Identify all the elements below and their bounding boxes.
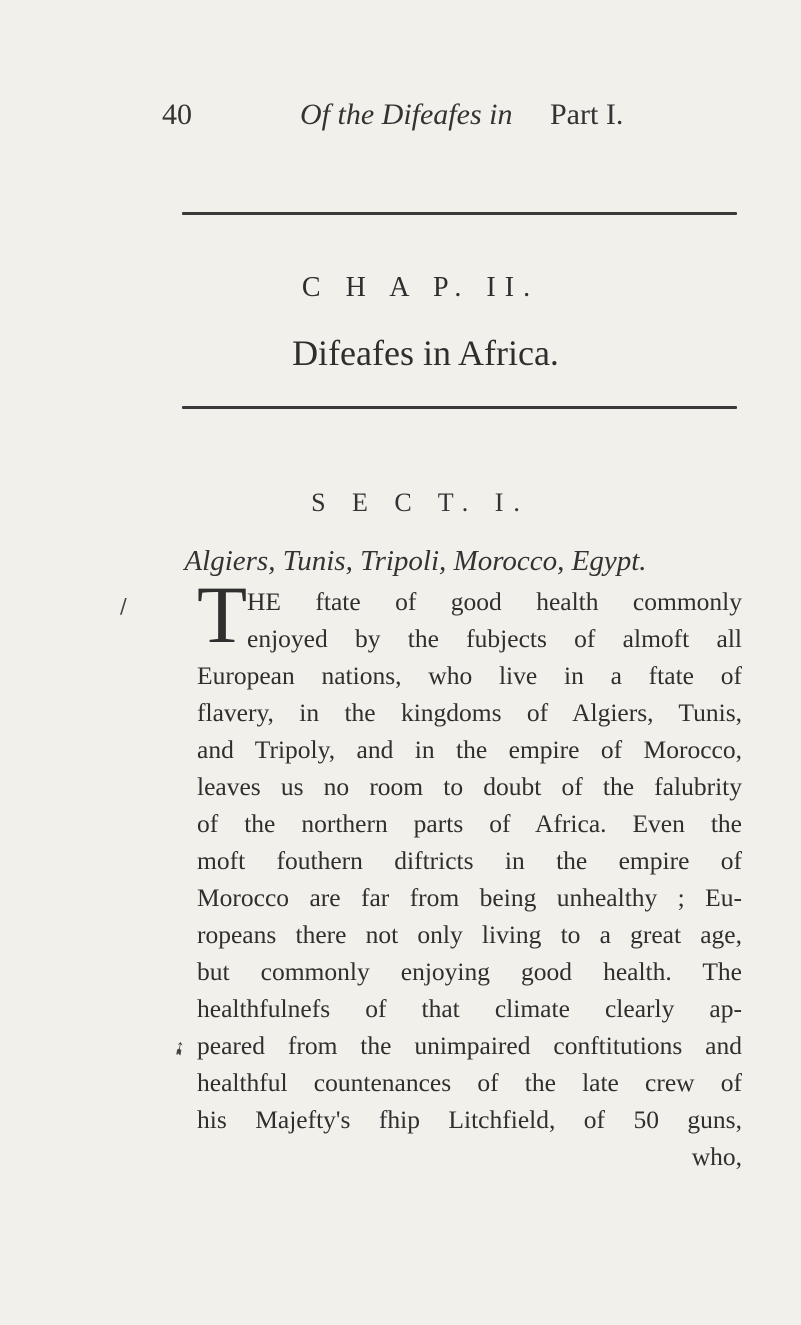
page-number: 40 bbox=[162, 98, 192, 131]
text-line: and Tripoly, and in the empire of Morocco, bbox=[197, 735, 742, 764]
text-line: healthfulnefs of that climate clearly ap- bbox=[197, 994, 742, 1023]
running-title: Of the Difeafes in bbox=[300, 98, 513, 131]
section-places: Algiers, Tunis, Tripoli, Morocco, Egypt. bbox=[184, 545, 647, 577]
catchword: who, bbox=[691, 1142, 742, 1171]
text-line: leaves us no room to doubt of the falubrity bbox=[197, 772, 742, 801]
top-rule bbox=[182, 212, 737, 215]
text-line: but commonly enjoying good health. The bbox=[197, 957, 742, 986]
margin-slash-mark: / bbox=[120, 594, 127, 618]
text-line: European nations, who live in a ftate of bbox=[197, 661, 742, 690]
part-label: Part I. bbox=[550, 98, 624, 131]
text-line: moft fouthern diftricts in the empire of bbox=[197, 846, 742, 875]
body-paragraph bbox=[197, 583, 742, 1175]
text-line: his Majefty's fhip Litchfield, of 50 guns, bbox=[197, 1105, 742, 1134]
chapter-label: C H A P. II. bbox=[301, 272, 540, 303]
text-line: of the northern parts of Africa. Even the bbox=[197, 809, 742, 838]
margin-arrow-mark: ➹ bbox=[167, 1035, 192, 1062]
bottom-rule bbox=[182, 406, 737, 409]
drop-cap: T bbox=[197, 569, 248, 660]
text-line: enjoyed by the fubjects of almoft all bbox=[247, 624, 742, 653]
text-line: ropeans there not only living to a great age, bbox=[197, 920, 742, 949]
running-head bbox=[0, 98, 801, 142]
chapter-title: Difeafes in Africa. bbox=[292, 333, 559, 373]
text-line: Morocco are far from being unhealthy ; Eu- bbox=[197, 883, 742, 912]
text-line: flavery, in the kingdoms of Algiers, Tunis, bbox=[197, 698, 742, 727]
text-line: peared from the unimpaired conftitutions and bbox=[197, 1031, 742, 1060]
text-line: healthful countenances of the late crew of bbox=[197, 1068, 742, 1097]
section-label: S E C T. I. bbox=[311, 488, 530, 517]
text-line: HE ftate of good health commonly bbox=[247, 587, 742, 616]
